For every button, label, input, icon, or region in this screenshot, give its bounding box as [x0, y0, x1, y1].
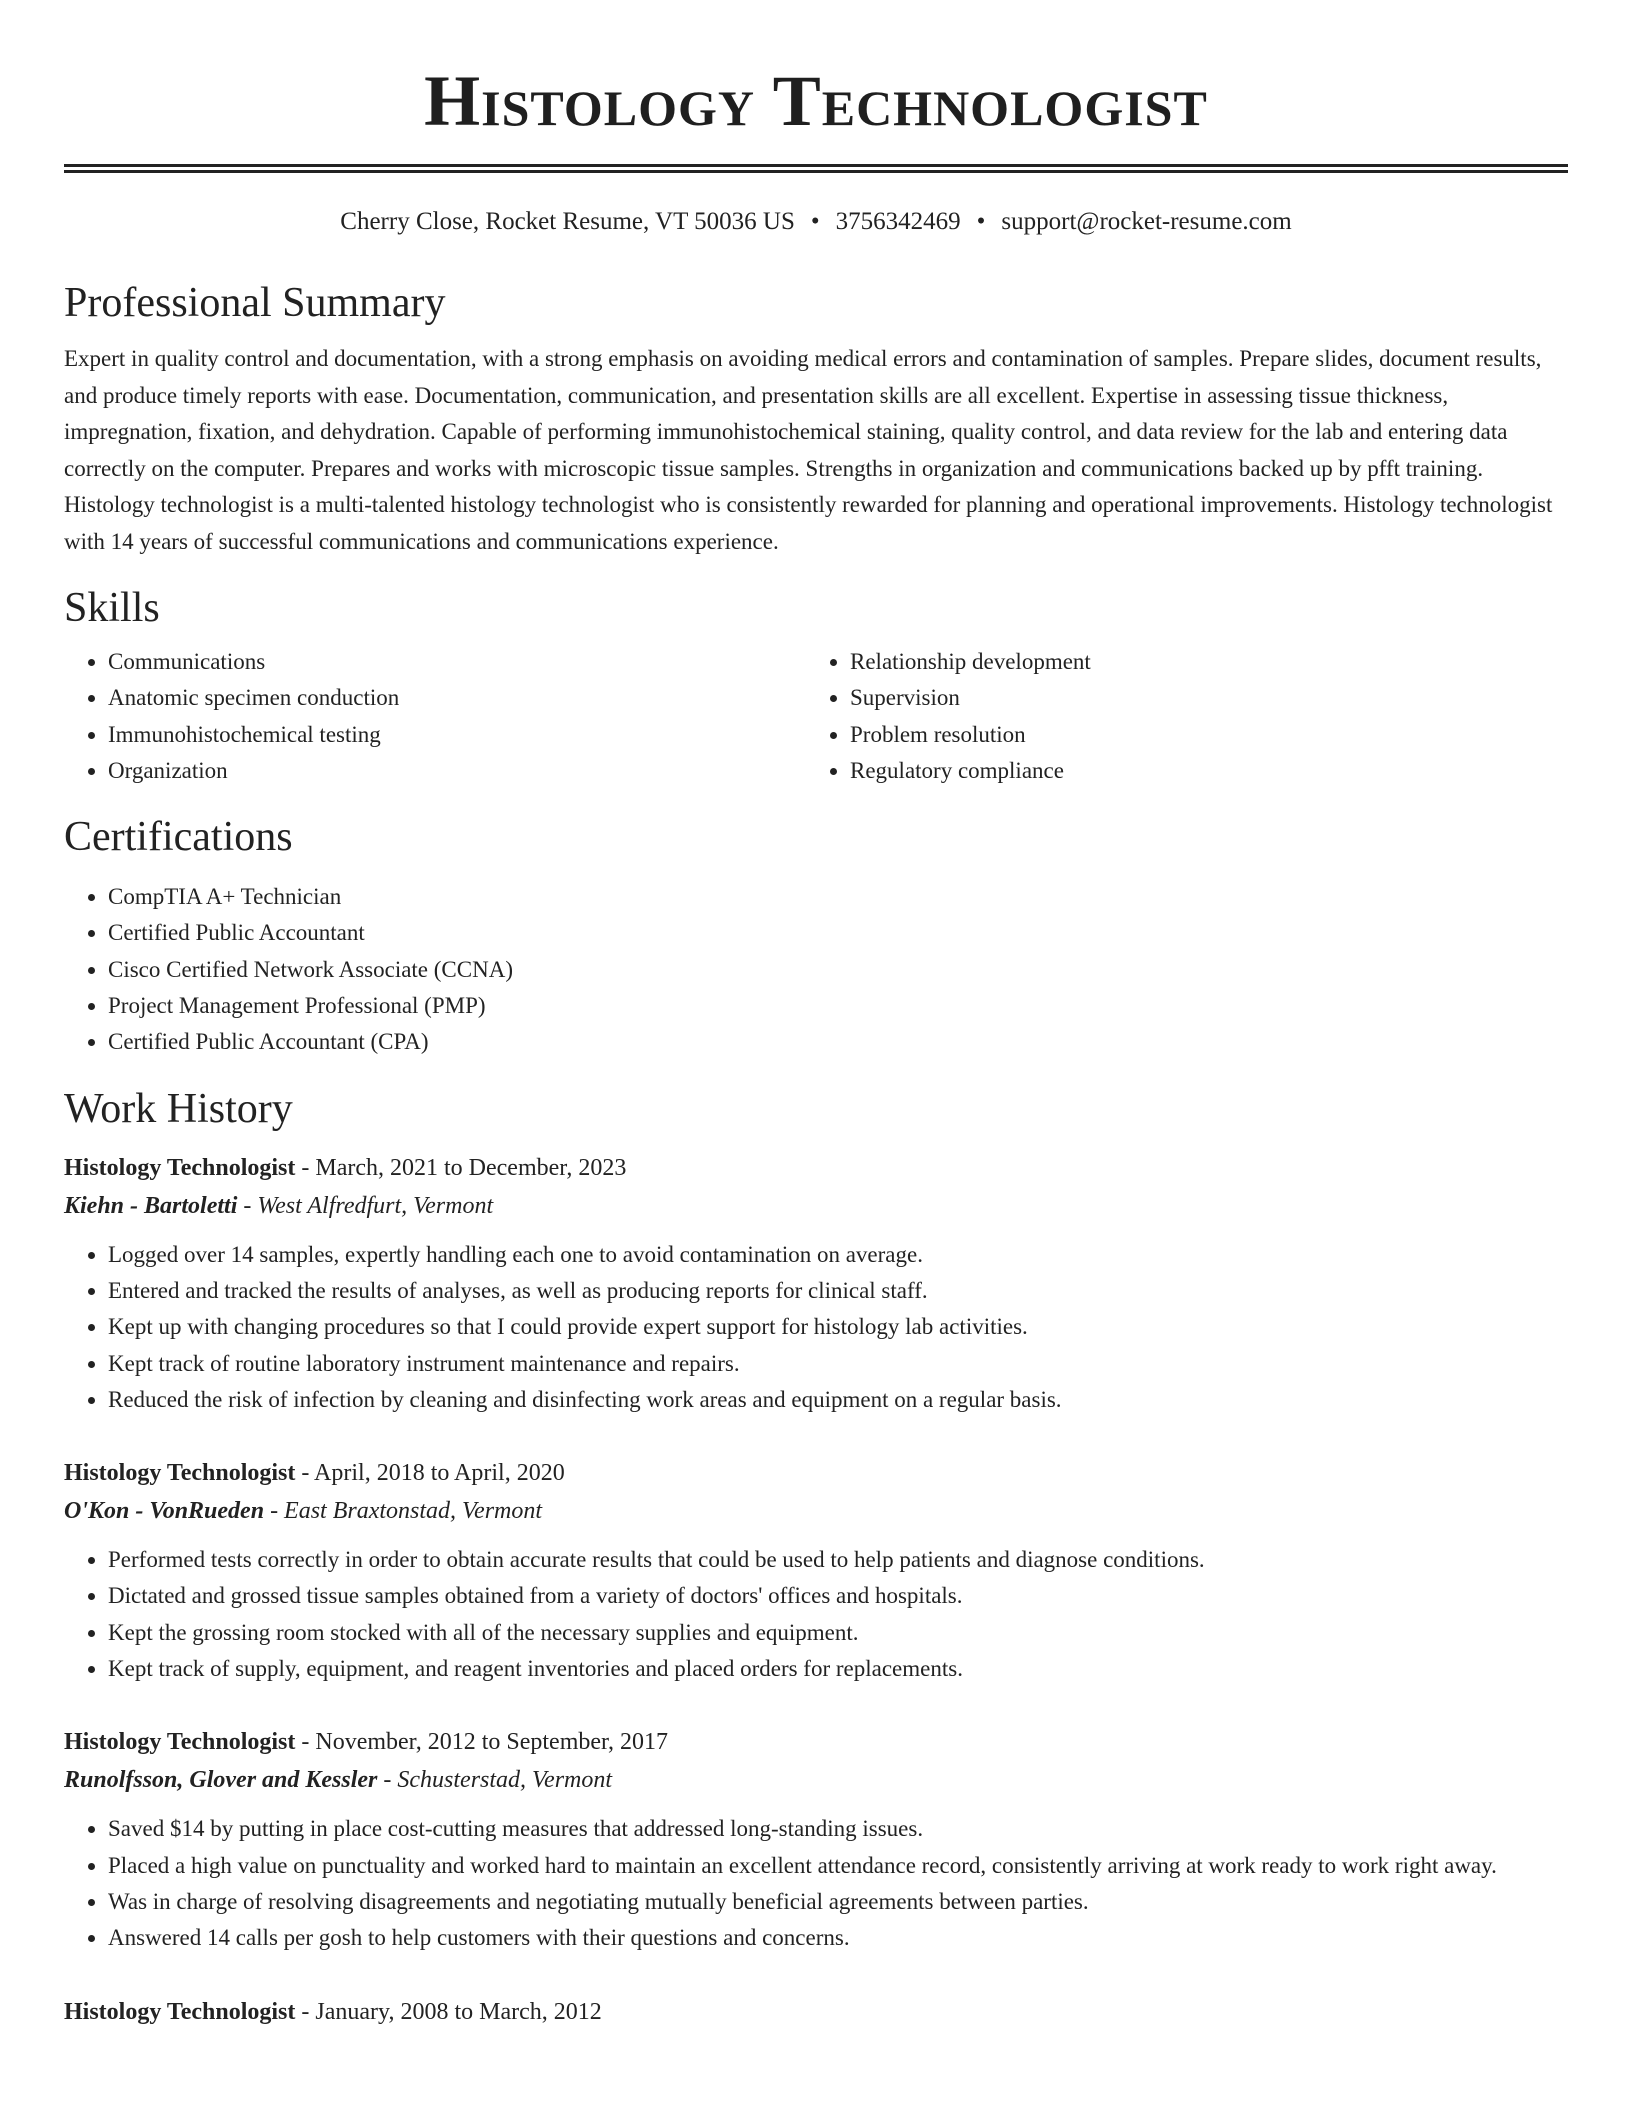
job-company-line: [64, 1761, 1568, 1799]
contact-line: [64, 205, 1568, 239]
list-item: • Reduced the risk of infection by cleaning and disinfecting work areas and equipment on a regular basis.: [108, 1382, 1568, 1418]
job-company: Kiehn - Bartoletti: [64, 1192, 238, 1219]
list-item: • Kept the grossing room stocked with all of the necessary supplies and equipment.: [108, 1615, 1568, 1651]
list-item: • Immunohistochemical testing: [108, 717, 806, 753]
list-item: • CompTIA A+ Technician: [108, 879, 1568, 915]
job-location: - West Alfredfurt, Vermont: [237, 1192, 494, 1219]
contact-separator: •: [976, 208, 986, 235]
list-item: • Entered and tracked the results of analyses, as well as producing reports for clinical staff.: [108, 1273, 1568, 1309]
list-item: • Was in charge of resolving disagreements and negotiating mutually beneficial agreements between parties.: [108, 1884, 1568, 1920]
job-entry: [64, 1993, 1568, 2031]
list-item: • Kept up with changing procedures so that I could provide expert support for histology lab activities.: [108, 1309, 1568, 1345]
job-role: Histology Technologist: [64, 1729, 296, 1756]
page-title: Histology Technologist: [424, 61, 1208, 141]
summary-text: Expert in quality control and documentation, with a strong emphasis on avoiding medical errors and contamination of samples. Prepare slides, document results, and produce timely reports with ease. Documentation, communication, and presentation skills are all excellent. Expertise in assessing tissue thickness, impregnation, fixation, and dehydration. Capable of performing immunohistochemical staining, quality control, and data review for the lab and entering data correctly on the computer. Prepares and works with microscopic tissue samples. Strengths in organization and communications backed up by pfft training. Histology technologist is a multi-talented histology technologist who is consistently rewarded for planning and operational improvements. Histology technologist with 14 years of successful communications and communications experience.: [64, 346, 1553, 554]
job-dates: - April, 2018 to April, 2020: [295, 1460, 565, 1487]
job-title-line: [64, 1454, 1568, 1492]
job-entry: [64, 1454, 1568, 1687]
list-item: • Relationship development: [850, 644, 1568, 680]
list-item: • Communications: [108, 644, 806, 680]
list-item: • Performed tests correctly in order to obtain accurate results that could be used to help patients and diagnose conditions.: [108, 1542, 1568, 1578]
job-role: Histology Technologist: [64, 1460, 296, 1487]
job-bullets: [64, 1542, 1568, 1687]
skills-heading: Skills: [64, 585, 160, 631]
job-location: - Schusterstad, Vermont: [377, 1767, 613, 1794]
job-company-line: [64, 1187, 1568, 1225]
certifications-list: [64, 879, 1568, 1060]
job-company: O'Kon - VonRueden: [64, 1498, 265, 1525]
job-company: Runolfsson, Glover and Kessler: [64, 1767, 378, 1794]
summary-heading: Professional Summary: [64, 280, 446, 326]
job-location: - East Braxtonstad, Vermont: [264, 1498, 543, 1525]
list-item: • Kept track of supply, equipment, and reagent inventories and placed orders for replacements.: [108, 1651, 1568, 1687]
job-entry: [64, 1723, 1568, 1956]
job-title-line: [64, 1149, 1568, 1187]
work-history-list: [64, 1149, 1568, 2031]
list-item: • Anatomic specimen conduction: [108, 680, 806, 716]
skills-list-right: [806, 644, 1568, 789]
skills-grid: [64, 644, 1568, 789]
job-role: Histology Technologist: [64, 1998, 296, 2025]
skills-list-left: [64, 644, 806, 789]
list-item: • Placed a high value on punctuality and worked hard to maintain an excellent attendance record, consistently arriving at work ready to work right away.: [108, 1848, 1568, 1884]
list-item: • Cisco Certified Network Associate (CCNA): [108, 952, 1568, 988]
list-item: • Supervision: [850, 680, 1568, 716]
list-item: • Dictated and grossed tissue samples obtained from a variety of doctors' offices and hospitals.: [108, 1578, 1568, 1614]
contact-phone: 3756342469: [835, 208, 961, 235]
list-item: • Answered 14 calls per gosh to help customers with their questions and concerns.: [108, 1920, 1568, 1956]
job-bullets: [64, 1237, 1568, 1418]
contact-address: Cherry Close, Rocket Resume, VT 50036 US: [340, 208, 795, 235]
list-item: • Kept track of routine laboratory instrument maintenance and repairs.: [108, 1346, 1568, 1382]
list-item: • Problem resolution: [850, 717, 1568, 753]
job-dates: - March, 2021 to December, 2023: [295, 1154, 627, 1181]
job-dates: - November, 2012 to September, 2017: [295, 1729, 669, 1756]
job-role: Histology Technologist: [64, 1154, 296, 1181]
job-entry: [64, 1149, 1568, 1418]
job-bullets: [64, 1811, 1568, 1956]
list-item: • Saved $14 by putting in place cost-cutting measures that addressed long-standing issues.: [108, 1811, 1568, 1847]
contact-email: support@rocket-resume.com: [1001, 208, 1292, 235]
list-item: • Certified Public Accountant (CPA): [108, 1024, 1568, 1060]
certifications-heading: Certifications: [64, 814, 293, 861]
job-company-line: [64, 1492, 1568, 1530]
job-title-line: [64, 1723, 1568, 1761]
job-title-line: [64, 1993, 1568, 2031]
work-history-heading: Work History: [64, 1085, 293, 1132]
list-item: • Project Management Professional (PMP): [108, 988, 1568, 1024]
list-item: • Logged over 14 samples, expertly handling each one to avoid contamination on average.: [108, 1237, 1568, 1273]
list-item: • Organization: [108, 753, 806, 789]
contact-separator: •: [810, 208, 820, 235]
title-divider: [64, 164, 1568, 173]
job-dates: - January, 2008 to March, 2012: [295, 1998, 602, 2025]
list-item: • Regulatory compliance: [850, 753, 1568, 789]
list-item: • Certified Public Accountant: [108, 915, 1568, 951]
